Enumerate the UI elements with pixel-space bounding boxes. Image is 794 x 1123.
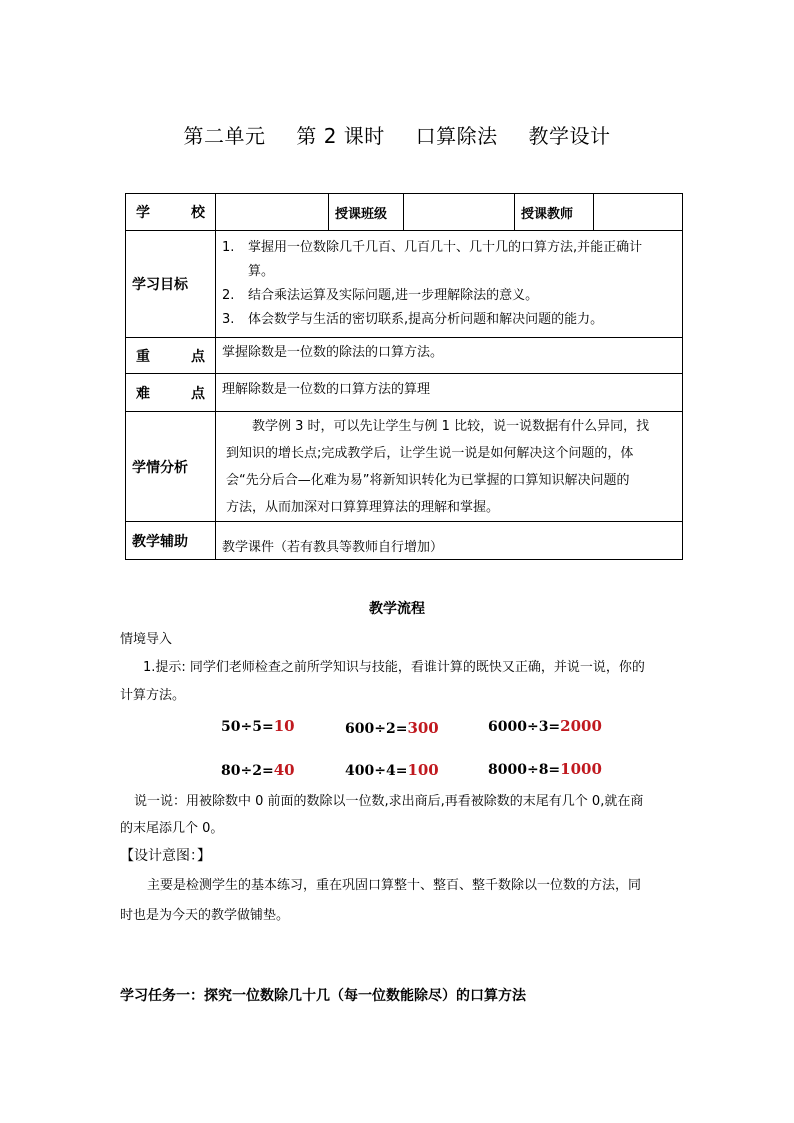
teaching-aid-label: 教学辅助 [126,522,216,560]
key-point-label: 重 点 [126,338,216,374]
page-title [0,120,794,149]
analysis-text [216,412,683,522]
class-label: 授课班级 [329,194,404,231]
design-intent-label: 【设计意图：】 [120,848,211,864]
design-intent-line-continued: 时也是为今天的教学做铺垫。 [120,908,290,923]
objectives-label: 学习目标 [126,231,216,338]
school-label: 学 校 [126,194,216,231]
class-value [404,194,515,231]
teaching-aid-value: 教学课件（若有教具等教师自行增加） [216,522,683,560]
table-row-teaching-aid [126,522,683,560]
calc-item: 8000÷8=1000 [488,760,602,778]
analysis-line: 教学例 3 时，可以先让学生与例 1 比较，说一说数据有什么异同，找 [252,418,650,434]
table-row-school [126,194,683,231]
analysis-label: 学情分析 [126,412,216,522]
table-row-key-point [126,338,683,374]
hint-line: 1.提示: 同学们老师检查之前所学知识与技能，看谁计算的既快又正确，并说一说，你的 [143,660,645,675]
title-lesson: 第 2 课时 [296,124,385,148]
title-topic: 口算除法 [415,124,498,148]
key-point-value: 掌握除数是一位数的除法的口算方法。 [216,338,683,374]
analysis-line: 会“先分后合—化难为易”将新知识转化为已掌握的口算知识解决问题的 [226,472,630,488]
design-intent-line: 主要是检测学生的基本练习，重在巩固口算整十、整百、整千数除以一位数的方法，同 [147,878,642,893]
calc-item: 50÷5=10 [221,717,295,735]
say-line-continued: 的末尾添几个 0。 [120,821,224,836]
say-line: 说一说：用被除数中 0 前面的数除以一位数,求出商后,再看被除数的末尾有几个 0,就在商 [134,794,644,809]
objectives-list [216,231,683,338]
task-one-heading: 学习任务一：探究一位数除几十几（每一位数能除尽）的口算方法 [120,988,526,1004]
calc-item: 400÷4=100 [345,761,439,779]
title-unit: 第二单元 [183,124,266,148]
teacher-value [594,194,683,231]
analysis-line: 方法，从而加深对口算算理算法的理解和掌握。 [226,499,500,515]
objective-item: 2. 结合乘法运算及实际问题,进一步理解除法的意义。 [222,288,539,303]
table-row-objectives [126,231,683,338]
calc-item: 6000÷3=2000 [488,717,602,735]
title-design: 教学设计 [528,124,611,148]
flow-title: 教学流程 [369,601,425,617]
table-row-analysis [126,412,683,522]
calc-item: 80÷2=40 [221,761,295,779]
objective-item: 1. 掌握用一位数除几千几百、几百几十、几十几的口算方法,并能正确计 [222,240,643,255]
hint-line-continued: 计算方法。 [120,688,186,703]
difficulty-label: 难 点 [126,374,216,412]
objective-item-continuation: 算。 [248,264,275,279]
table-row-difficulty [126,374,683,412]
calc-item: 600÷2=300 [345,719,439,737]
analysis-line: 到知识的增长点;完成教学后，让学生说一说是如何解决这个问题的，体 [226,445,634,461]
section-intro-heading: 情境导入 [120,632,173,647]
teacher-label: 授课教师 [515,194,594,231]
school-value [216,194,329,231]
difficulty-value: 理解除数是一位数的口算方法的算理 [216,374,683,412]
objective-item: 3. 体会数学与生活的密切联系,提高分析问题和解决问题的能力。 [222,312,604,327]
lesson-info-table [125,193,683,560]
